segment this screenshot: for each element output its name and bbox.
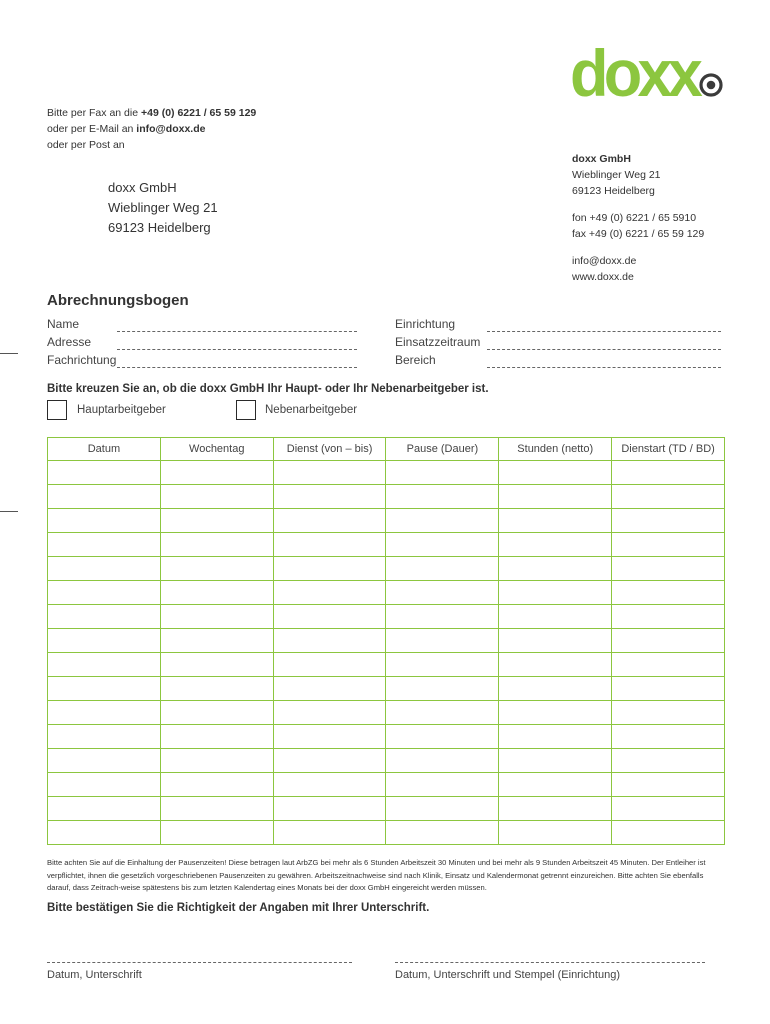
table-cell[interactable]: [612, 677, 725, 701]
company-phone: fon +49 (0) 6221 / 65 5910: [572, 212, 697, 224]
table-row: [48, 773, 725, 797]
table-cell[interactable]: [612, 485, 725, 509]
table-cell[interactable]: [612, 557, 725, 581]
table-cell[interactable]: [612, 605, 725, 629]
table-cell[interactable]: [273, 533, 386, 557]
field-facility-line[interactable]: [487, 331, 721, 332]
table-cell[interactable]: [48, 485, 161, 509]
table-cell[interactable]: [273, 677, 386, 701]
table-row: [48, 605, 725, 629]
checkbox-main-label: Hauptarbeitgeber: [77, 404, 166, 416]
table-cell[interactable]: [499, 701, 612, 725]
table-cell[interactable]: [273, 629, 386, 653]
table-cell[interactable]: [499, 581, 612, 605]
column-header-weekday: Wochentag: [160, 438, 273, 461]
table-cell[interactable]: [273, 605, 386, 629]
signature-line-right[interactable]: [395, 962, 705, 963]
table-row: [48, 509, 725, 533]
table-cell[interactable]: [160, 605, 273, 629]
table-row: [48, 533, 725, 557]
table-cell[interactable]: [612, 701, 725, 725]
field-label-period: Einsatzzeitraum: [395, 335, 481, 349]
table-cell[interactable]: [386, 485, 499, 509]
table-cell[interactable]: [499, 485, 612, 509]
field-area-line[interactable]: [487, 367, 721, 368]
column-header-shift-type: Dienstart (TD / BD): [612, 438, 725, 461]
fax-number: +49 (0) 6221 / 65 59 129: [140, 107, 257, 119]
logo-wordmark: doxx: [570, 40, 704, 102]
table-cell[interactable]: [48, 581, 161, 605]
table-cell[interactable]: [160, 533, 273, 557]
employer-question: Bitte kreuzen Sie an, ob die doxx GmbH Ihr Haupt- oder Ihr Nebenarbeitgeber ist.: [47, 383, 489, 395]
table-cell[interactable]: [499, 821, 612, 845]
table-cell[interactable]: [499, 605, 612, 629]
table-cell[interactable]: [160, 629, 273, 653]
table-row: [48, 797, 725, 821]
field-label-specialty: Fachrichtung: [47, 353, 117, 367]
table-cell[interactable]: [612, 725, 725, 749]
table-cell[interactable]: [499, 629, 612, 653]
table-cell[interactable]: [499, 725, 612, 749]
table-row: [48, 821, 725, 845]
field-period-line[interactable]: [487, 349, 721, 350]
table-cell[interactable]: [160, 797, 273, 821]
table-cell[interactable]: [386, 653, 499, 677]
company-fax: fax +49 (0) 6221 / 65 59 129: [572, 228, 705, 240]
field-label-name: Name: [47, 317, 80, 331]
table-cell[interactable]: [386, 797, 499, 821]
checkbox-side-label: Nebenarbeitgeber: [265, 404, 358, 416]
table-cell[interactable]: [499, 797, 612, 821]
table-cell[interactable]: [160, 821, 273, 845]
table-cell[interactable]: [273, 773, 386, 797]
table-row: [48, 725, 725, 749]
fold-mark-lower: [0, 511, 18, 512]
table-cell[interactable]: [160, 557, 273, 581]
table-cell[interactable]: [499, 557, 612, 581]
table-cell[interactable]: [612, 461, 725, 485]
table-row: [48, 581, 725, 605]
table-header-row: [48, 438, 725, 461]
fold-mark-upper: [0, 353, 18, 354]
table-cell[interactable]: [612, 629, 725, 653]
table-cell[interactable]: [160, 653, 273, 677]
table-cell[interactable]: [273, 653, 386, 677]
table-cell[interactable]: [48, 725, 161, 749]
table-cell[interactable]: [386, 701, 499, 725]
table-cell[interactable]: [386, 677, 499, 701]
field-specialty-line[interactable]: [117, 367, 357, 368]
table-cell[interactable]: [499, 509, 612, 533]
table-cell[interactable]: [48, 749, 161, 773]
field-label-facility: Einrichtung: [395, 317, 456, 331]
table-cell[interactable]: [160, 509, 273, 533]
table-cell[interactable]: [48, 677, 161, 701]
table-cell[interactable]: [499, 653, 612, 677]
table-cell[interactable]: [48, 461, 161, 485]
table-cell[interactable]: [160, 701, 273, 725]
table-cell[interactable]: [386, 557, 499, 581]
table-cell[interactable]: [160, 485, 273, 509]
table-row: [48, 629, 725, 653]
table-cell[interactable]: [386, 629, 499, 653]
table-cell[interactable]: [273, 749, 386, 773]
table-cell[interactable]: [160, 749, 273, 773]
table-cell[interactable]: [273, 461, 386, 485]
table-cell[interactable]: [160, 581, 273, 605]
table-cell[interactable]: [273, 725, 386, 749]
table-cell[interactable]: [48, 773, 161, 797]
table-cell[interactable]: [386, 533, 499, 557]
company-email: info@doxx.de: [572, 255, 637, 267]
email-address: info@doxx.de: [136, 123, 206, 135]
table-cell[interactable]: [499, 677, 612, 701]
table-cell[interactable]: [499, 461, 612, 485]
table-row: [48, 677, 725, 701]
table-cell[interactable]: [48, 533, 161, 557]
table-cell[interactable]: [48, 509, 161, 533]
table-cell[interactable]: [499, 749, 612, 773]
break-time-note: Bitte achten Sie auf die Einhaltung der Pausenzeiten! Diese betragen laut ArbZG bei mehr als 6 Stunden Arbeitszeit 30 Minuten und bei mehr als 9 Stunden Arbeitszeit 45 Minuten. Der Entleiher ist verpflichtet, ihnen die gesetzlich vorgeschriebenen Pausenzeiten zu gewähren. Arbeitszeitnachweise sind nach Klinik, Einsatz und Kalendermonat getrennt einzureichen. Bitte achten Sie ebenfalls darauf, dass Zeitrach-weise spätestens bis zum letzten Kalendertag eines Monats bei der doxx GmbH eingereicht werden müssen.: [47, 858, 706, 892]
table-cell[interactable]: [48, 797, 161, 821]
table-cell[interactable]: [612, 773, 725, 797]
table-cell[interactable]: [48, 701, 161, 725]
checkbox-side-employer[interactable]: [236, 400, 256, 420]
table-cell[interactable]: [386, 821, 499, 845]
table-cell[interactable]: [273, 557, 386, 581]
table-row: [48, 653, 725, 677]
table-cell[interactable]: [160, 773, 273, 797]
table-cell[interactable]: [273, 581, 386, 605]
checkbox-main-employer[interactable]: [47, 400, 67, 420]
form-title: Abrechnungsbogen: [47, 292, 189, 309]
table-cell[interactable]: [48, 557, 161, 581]
signature-label-right: Datum, Unterschrift und Stempel (Einrichtung): [395, 969, 620, 981]
table-cell[interactable]: [499, 773, 612, 797]
table-row: [48, 701, 725, 725]
table-cell[interactable]: [273, 701, 386, 725]
table-cell[interactable]: [273, 509, 386, 533]
signature-line-left[interactable]: [47, 962, 352, 963]
table-cell[interactable]: [386, 461, 499, 485]
field-label-area: Bereich: [395, 353, 436, 367]
field-label-address: Adresse: [47, 335, 92, 349]
table-cell[interactable]: [48, 605, 161, 629]
recipient-address: doxx GmbH Wieblinger Weg 21 69123 Heidelberg: [108, 180, 218, 235]
signature-label-left: Datum, Unterschrift: [47, 969, 142, 981]
table-cell[interactable]: [160, 725, 273, 749]
column-header-date: Datum: [48, 438, 161, 461]
timesheet-table: [47, 437, 725, 845]
table-cell[interactable]: [386, 581, 499, 605]
table-cell[interactable]: [273, 797, 386, 821]
table-row: [48, 461, 725, 485]
confirmation-text: Bitte bestätigen Sie die Richtigkeit der Angaben mit Ihrer Unterschrift.: [47, 902, 430, 914]
column-header-hours: Stunden (netto): [499, 438, 612, 461]
table-cell[interactable]: [386, 773, 499, 797]
table-cell[interactable]: [48, 821, 161, 845]
table-cell[interactable]: [386, 749, 499, 773]
company-web: www.doxx.de: [572, 271, 634, 283]
table-cell[interactable]: [273, 821, 386, 845]
table-cell[interactable]: [386, 725, 499, 749]
column-header-break: Pause (Dauer): [386, 438, 499, 461]
table-row: [48, 485, 725, 509]
table-cell[interactable]: [386, 509, 499, 533]
table-row: [48, 749, 725, 773]
table-cell[interactable]: [273, 485, 386, 509]
table-cell[interactable]: [612, 581, 725, 605]
company-name: doxx GmbH: [572, 153, 631, 165]
table-cell[interactable]: [160, 677, 273, 701]
company-info: doxx GmbH Wieblinger Weg 21 69123 Heidelberg fon +49 (0) 6221 / 65 5910 fax +49 (0) 6221 / 65 59 129 info@doxx.de www.doxx.de: [572, 153, 705, 283]
table-body: [48, 461, 725, 845]
table-cell[interactable]: [612, 749, 725, 773]
table-cell[interactable]: [612, 821, 725, 845]
field-address-line[interactable]: [117, 349, 357, 350]
column-header-shift: Dienst (von – bis): [273, 438, 386, 461]
table-cell[interactable]: [386, 605, 499, 629]
table-row: [48, 557, 725, 581]
table-cell[interactable]: [612, 653, 725, 677]
table-cell[interactable]: [160, 461, 273, 485]
table-cell[interactable]: [48, 653, 161, 677]
table-cell[interactable]: [612, 797, 725, 821]
table-cell[interactable]: [612, 509, 725, 533]
doxx-logo: [570, 40, 725, 102]
send-instructions: Bitte per Fax an die +49 (0) 6221 / 65 59 129 oder per E-Mail an info@doxx.de oder per Post an: [47, 107, 257, 151]
table-cell[interactable]: [48, 629, 161, 653]
field-name-line[interactable]: [117, 331, 357, 332]
table-cell[interactable]: [499, 533, 612, 557]
table-cell[interactable]: [612, 533, 725, 557]
